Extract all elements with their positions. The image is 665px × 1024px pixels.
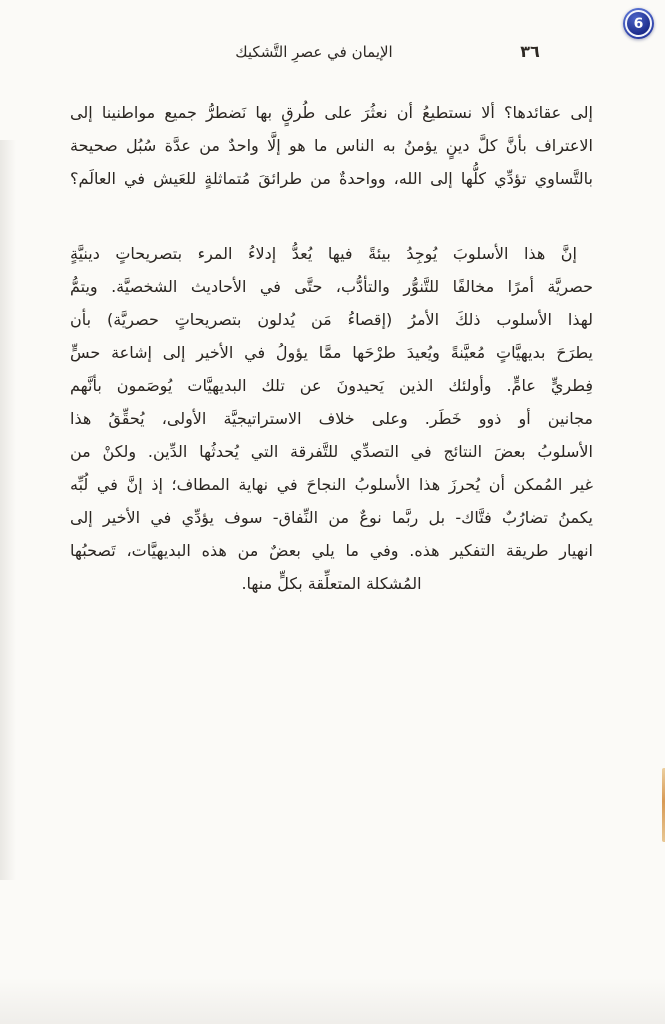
- annotation-number-label: 6: [625, 10, 652, 37]
- body-text: [70, 96, 593, 600]
- text-line: بالتَّساوي تؤدِّي كلُّها إلى الله، وواحدةٌ من طرائقَ مُتماثلةٍ للعَيش في العالَم؟: [70, 169, 593, 188]
- text-line: المُشكلة المتعلِّقة بكلٍّ منها.: [241, 574, 422, 593]
- paragraph-gap: [70, 195, 593, 237]
- text-line: حصريَّة أمرًا مخالفًا للتَّنوُّر والتأدُّب، حتَّى في الأحاديث الشخصيَّة. ويتمُّ: [70, 277, 593, 296]
- text-line: غير المُمكن أن يُحرزَ هذا الأسلوبُ النجاحَ في نهاية المطاف؛ إذ إنَّ في لُبِّه: [70, 475, 593, 494]
- page-number: ٣٦: [520, 42, 540, 61]
- text-line: إلى عقائدها؟ ألا نستطيعُ أن نعثُرَ على طُرقٍ بها نَضطرُّ جميع مواطنينا إلى: [70, 103, 593, 122]
- text-line: انهيار طريقة التفكير هذه. وفي ما يلي بعضٌ من هذه البديهيَّات، تَصحبُها: [70, 541, 593, 560]
- scan-shadow-left: [0, 140, 16, 880]
- book-title: الإيمان في عصرِ التَّشكيك: [235, 43, 393, 61]
- text-line: إنَّ هذا الأسلوبَ يُوجِدُ بيئةً فيها يُعدُّ إدلاءُ المرء بتصريحاتٍ دينيَّةٍ: [70, 244, 577, 263]
- text-line: يطرَحَ بديهيَّاتٍ مُعيَّنةً ويُعيدَ طرْحَها ممَّا يؤولُ في الأخير إلى إشاعة حسٍّ: [70, 343, 593, 362]
- running-header: [0, 40, 665, 64]
- text-line: مجانين أو ذوو خَطَر. وعلى خلاف الاستراتيجيَّة الأولى، يُحقِّقُ هذا: [70, 409, 593, 428]
- scan-shadow-bottom: [0, 978, 665, 1024]
- text-line: الاعتراف بأنَّ كلَّ دينٍ يؤمنُ به الناس ما هو إلَّا واحدٌ من عدَّة سُبُل صحيحة: [70, 136, 593, 155]
- annotation-number-badge[interactable]: [623, 8, 654, 39]
- text-line: يكمنُ تضارُبٌ فتَّاك- بل ربَّما نوعٌ من النِّفاق- سوف يؤدِّي في الأخير إلى: [70, 508, 593, 527]
- text-line: فِطريٍّ عامٍّ. وأولئك الذين يَحيدونَ عن تلك البديهيَّات يُوصَمون بأنَّهم: [70, 376, 593, 395]
- text-line: الأسلوبُ بعضَ النتائج في التصدِّي للتَّفرقة التي يُحدثُها الدِّين. ولكنْ من: [70, 442, 593, 461]
- text-line: لهذا الأسلوب ذلكَ الأمرُ (إقصاءُ مَن يُدلون بتصريحاتٍ حصريَّة) بأن: [70, 310, 593, 329]
